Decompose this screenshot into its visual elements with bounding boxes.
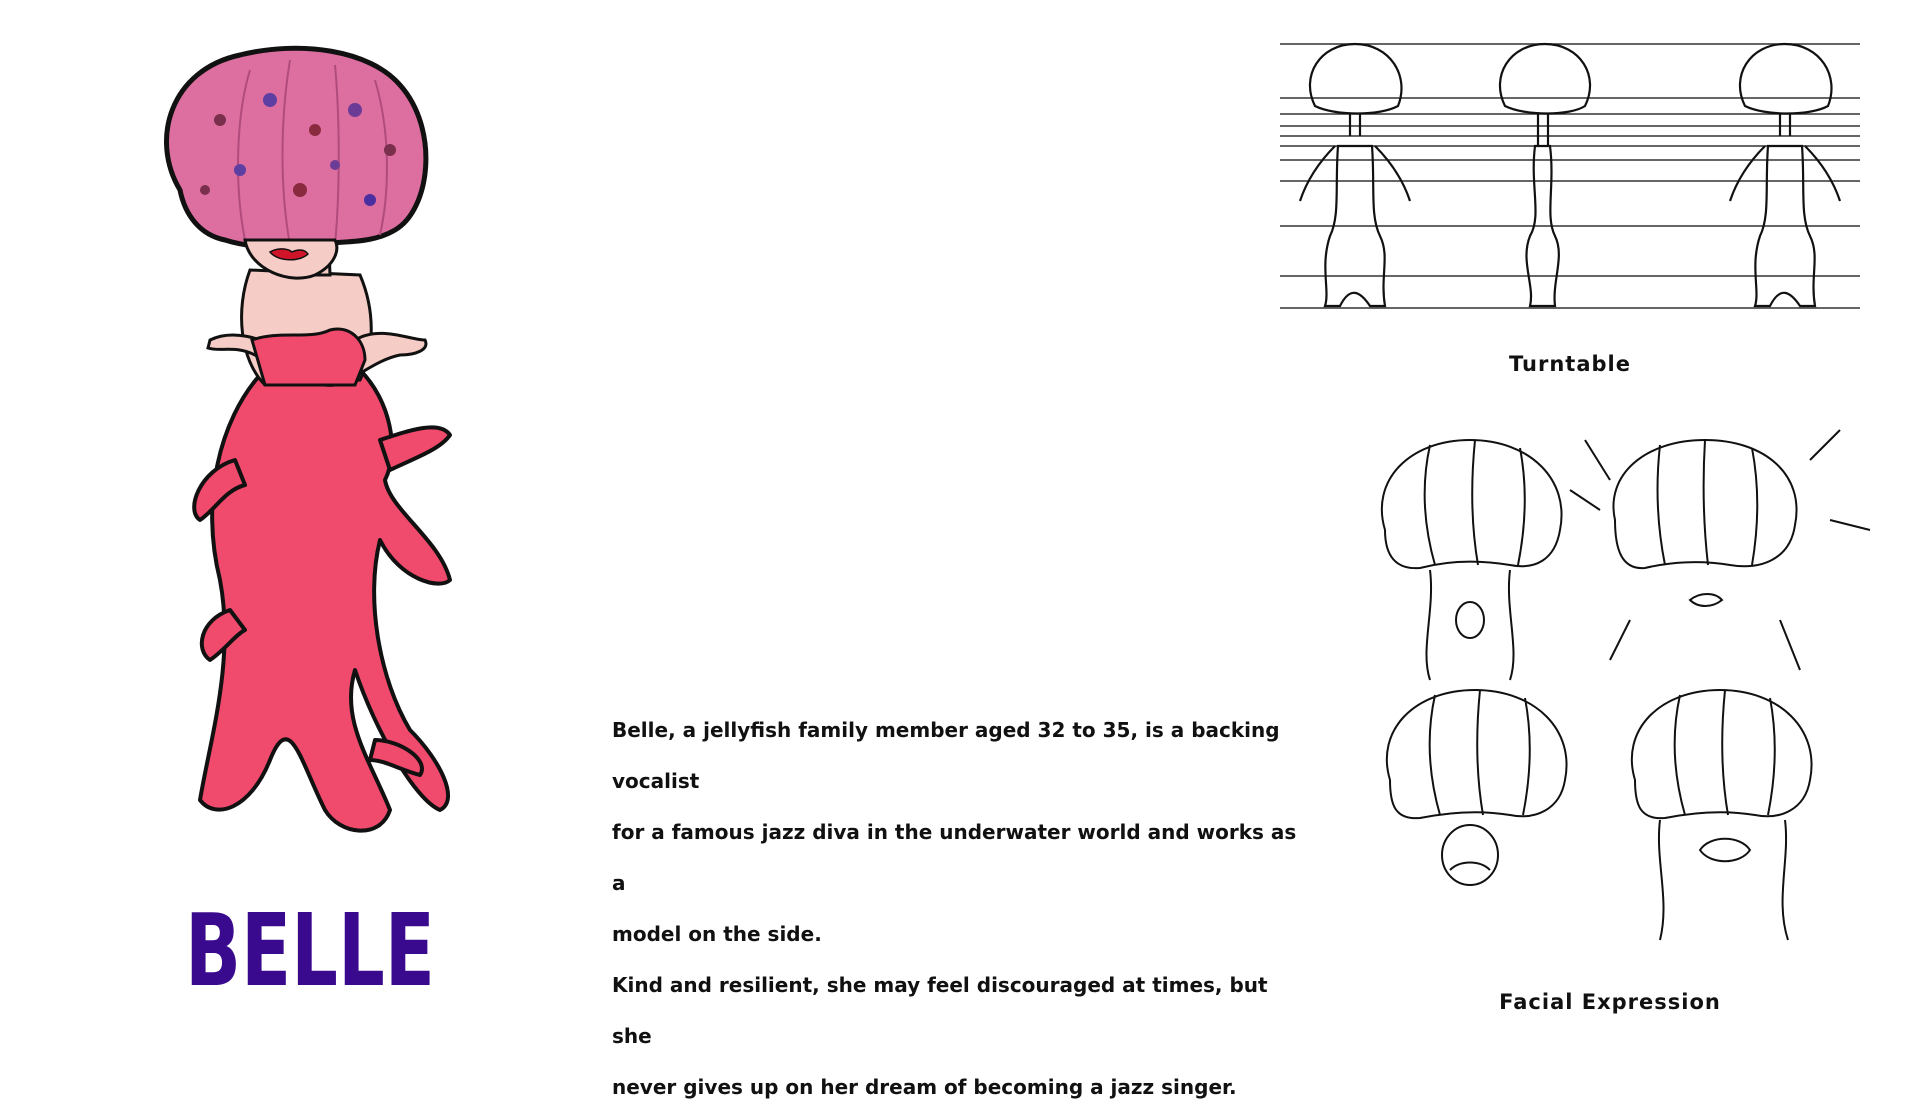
description-line: for a famous jazz diva in the underwater world and works as a <box>612 820 1297 895</box>
character-illustration <box>140 40 460 870</box>
expression-surprised <box>1382 440 1562 680</box>
turntable-front-view <box>1300 44 1410 306</box>
expression-angry <box>1570 430 1870 670</box>
turntable-sketch <box>1280 36 1860 316</box>
character-name <box>170 880 470 1010</box>
description-line: Belle, a jellyfish family member aged 32 to 35, is a backing vocalist <box>612 718 1280 793</box>
description-line: never gives up on her dream of becoming a jazz singer. <box>612 1075 1237 1099</box>
jellyfish-cap <box>167 48 426 247</box>
turntable-side-view <box>1500 44 1590 306</box>
character-name-text: BELLE <box>185 892 435 1009</box>
expression-singing <box>1387 690 1567 885</box>
facial-expression-caption: Facial Expression <box>1499 990 1721 1014</box>
dress-tentacles <box>194 370 450 831</box>
turntable-back-view <box>1730 44 1840 306</box>
bodice <box>252 329 365 385</box>
turntable-caption: Turntable <box>1509 352 1631 376</box>
expression-sad <box>1632 690 1812 940</box>
description-line: Kind and resilient, she may feel discouraged at times, but she <box>612 973 1268 1048</box>
description-line: model on the side. <box>612 922 822 946</box>
character-description <box>612 705 1312 1113</box>
facial-expression-sketches <box>1360 420 1880 970</box>
